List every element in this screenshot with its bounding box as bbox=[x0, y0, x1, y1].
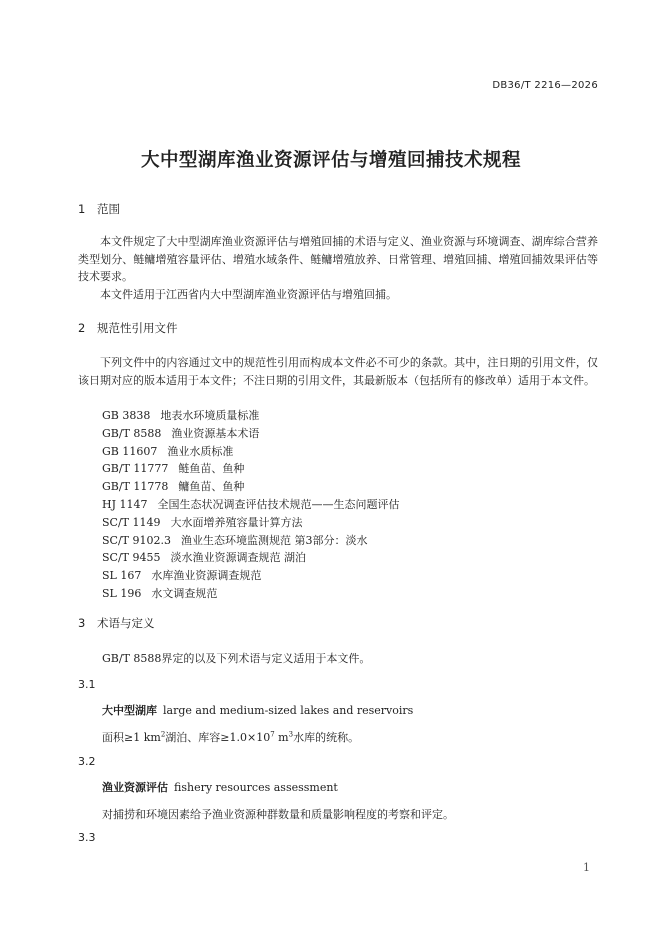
reference-item bbox=[102, 496, 400, 514]
reference-title: 水文调查规范 bbox=[151, 586, 218, 600]
term-number: 3.1 bbox=[78, 678, 96, 691]
reference-item bbox=[102, 532, 400, 550]
reference-code: SC/T 9102.3 bbox=[102, 533, 171, 547]
reference-code: GB 3838 bbox=[102, 409, 151, 422]
reference-item bbox=[102, 514, 400, 532]
reference-code: SC/T 9455 bbox=[102, 551, 161, 565]
section-heading-normative-references bbox=[78, 320, 178, 336]
reference-title: 大水面增养殖容量计算方法 bbox=[170, 515, 303, 529]
term-number: 3.3 bbox=[78, 831, 96, 844]
references-intro-paragraph: 下列文件中的内容通过文中的规范性引用而构成本文件必不可少的条款。其中，注日期的引用文件，仅该日期对应的版本适用于本文件；不注日期的引用文件，其最新版本（包括所有的修改单）适用于本文件。 bbox=[78, 356, 598, 387]
section-title: 规范性引用文件 bbox=[97, 321, 178, 335]
terms-intro: GB/T 8588界定的以及下列术语与定义适用于本文件。 bbox=[102, 652, 371, 665]
section-number: 1 bbox=[78, 202, 86, 216]
term-entry bbox=[102, 702, 413, 719]
reference-title: 全国生态状况调查评估技术规范——生态问题评估 bbox=[157, 497, 400, 511]
reference-title: 渔业水质标准 bbox=[167, 444, 234, 458]
document-title: 大中型湖库渔业资源评估与增殖回捕技术规程 bbox=[140, 150, 521, 171]
reference-code: SL 167 bbox=[102, 569, 142, 583]
term-english: fishery resources assessment bbox=[174, 781, 338, 794]
definition-text: 湖泊、库容≥1.0×10 bbox=[165, 731, 271, 744]
superscript: 7 bbox=[270, 730, 275, 739]
reference-item bbox=[102, 549, 400, 567]
reference-item bbox=[102, 407, 400, 425]
reference-item bbox=[102, 460, 400, 478]
reference-code: GB/T 8588 bbox=[102, 426, 162, 440]
term-chinese: 大中型湖库 bbox=[102, 704, 157, 717]
term-english: large and medium-sized lakes and reservoirs bbox=[163, 704, 414, 717]
term-definition: 对捕捞和环境因素给予渔业资源种群数量和质量影响程度的考察和评定。 bbox=[102, 808, 454, 821]
scope-applicability-paragraph: 本文件适用于江西省内大中型湖库渔业资源评估与增殖回捕。 bbox=[100, 288, 397, 301]
term-entry bbox=[102, 779, 338, 796]
reference-title: 鲢鱼苗、鱼种 bbox=[178, 462, 245, 476]
page-number: 1 bbox=[583, 861, 590, 874]
reference-title: 水库渔业资源调查规范 bbox=[151, 569, 262, 583]
reference-code: SC/T 1149 bbox=[102, 515, 161, 529]
reference-code: GB 11607 bbox=[102, 444, 158, 458]
superscript: 2 bbox=[160, 730, 166, 739]
section-heading-scope bbox=[78, 201, 120, 217]
reference-list bbox=[102, 407, 400, 603]
definition-text: 水库的统称。 bbox=[293, 731, 360, 744]
reference-item bbox=[102, 585, 400, 603]
reference-title: 渔业生态环境监测规范 第3部分：淡水 bbox=[180, 533, 368, 547]
definition-text: m bbox=[274, 731, 289, 744]
term-chinese: 渔业资源评估 bbox=[102, 781, 168, 794]
reference-item bbox=[102, 567, 400, 585]
reference-code: SL 196 bbox=[102, 586, 142, 600]
section-title: 范围 bbox=[97, 202, 120, 216]
section-number: 3 bbox=[78, 616, 86, 630]
reference-title: 淡水渔业资源调查规范 湖泊 bbox=[170, 551, 306, 565]
reference-title: 地表水环境质量标准 bbox=[160, 409, 260, 422]
superscript: 3 bbox=[288, 730, 294, 739]
reference-title: 鳙鱼苗、鱼种 bbox=[178, 480, 245, 494]
definition-text: 面积≥1 km bbox=[102, 731, 161, 744]
document-number: DB36/T 2216—2026 bbox=[492, 80, 598, 91]
reference-code: HJ 1147 bbox=[102, 497, 148, 511]
section-number: 2 bbox=[78, 321, 86, 335]
reference-item bbox=[102, 425, 400, 443]
reference-item bbox=[102, 478, 400, 496]
term-definition bbox=[102, 729, 359, 746]
reference-item bbox=[102, 443, 400, 461]
reference-title: 渔业资源基本术语 bbox=[171, 426, 260, 440]
reference-code: GB/T 11778 bbox=[102, 480, 169, 494]
reference-code: GB/T 11777 bbox=[102, 462, 169, 476]
term-number: 3.2 bbox=[78, 755, 96, 768]
section-heading-terms bbox=[78, 615, 155, 631]
scope-paragraph: 本文件规定了大中型湖库渔业资源评估与增殖回捕的术语与定义、渔业资源与环境调查、湖库综合营养类型划分、鲢鳙增殖容量评估、增殖水域条件、鲢鳙增殖放养、日常管理、增殖回捕、增殖回捕效果评估等技术要求。 bbox=[78, 235, 598, 283]
section-title: 术语与定义 bbox=[97, 616, 155, 630]
